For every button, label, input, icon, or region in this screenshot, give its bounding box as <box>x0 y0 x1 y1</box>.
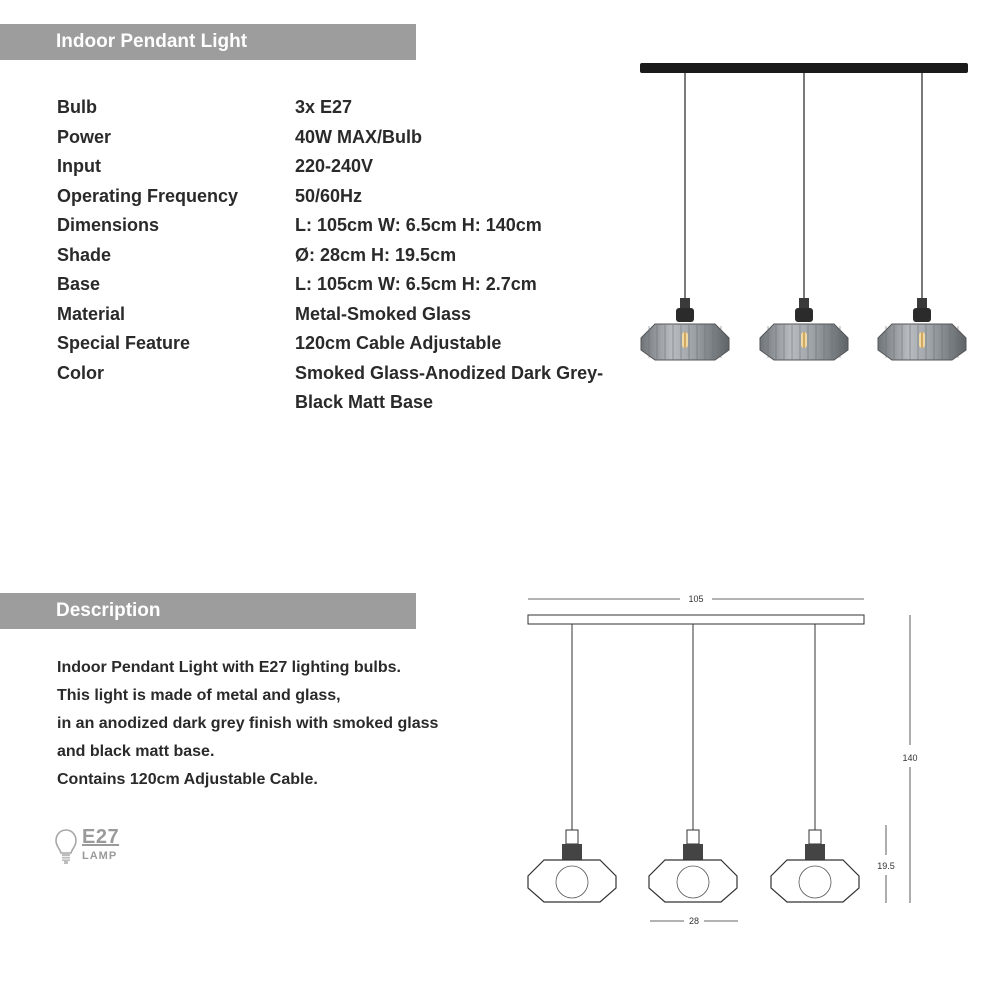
spec-row <box>57 182 637 212</box>
spec-row <box>57 241 637 271</box>
technical-drawing <box>520 585 920 945</box>
spec-label: Power <box>57 126 112 147</box>
spec-value: Metal-Smoked Glass <box>295 303 472 324</box>
specs-table <box>57 93 637 418</box>
spec-row <box>57 93 637 123</box>
spec-row <box>57 152 637 182</box>
product-photo <box>630 55 980 375</box>
spec-row <box>57 211 637 241</box>
spec-label: Color <box>57 362 104 383</box>
spec-value: 3x E27 <box>295 97 353 117</box>
drawing-base <box>528 615 864 624</box>
spec-value: 120cm Cable Adjustable <box>295 333 502 353</box>
spec-label: Special Feature <box>57 333 191 353</box>
drawing-shade <box>528 830 616 902</box>
spec-row <box>57 300 637 330</box>
specs-section-header <box>0 24 416 60</box>
drawing-shade <box>649 830 737 902</box>
spec-value: L: 105cm W: 6.5cm H: 140cm <box>295 215 542 235</box>
spec-row <box>57 329 637 359</box>
drawing-shade <box>771 830 859 902</box>
description-line: Indoor Pendant Light with E27 lighting bulbs. <box>57 659 401 676</box>
spec-value: Smoked Glass-Anodized Dark Grey- <box>295 362 604 383</box>
spec-row <box>57 123 637 153</box>
specs-section-title: Indoor Pendant Light <box>56 31 248 52</box>
bulb-icon <box>54 828 78 866</box>
spec-value: Ø: 28cm H: 19.5cm <box>295 244 457 265</box>
spec-label: Shade <box>57 244 112 265</box>
badge-label: E27 <box>82 826 120 848</box>
spec-row <box>57 270 637 300</box>
spec-row <box>57 359 637 389</box>
ceiling-base <box>640 63 968 73</box>
spec-value-continuation: Black Matt Base <box>295 392 434 412</box>
pendant-shade <box>760 298 848 360</box>
spec-label: Bulb <box>57 97 97 117</box>
pendant-shade <box>641 298 729 360</box>
description-section-title: Description <box>56 600 161 621</box>
spec-label: Material <box>57 303 126 324</box>
description-line: This light is made of metal and glass, <box>57 687 341 704</box>
badge-sublabel: LAMP <box>82 850 118 862</box>
spec-label: Input <box>57 156 101 176</box>
description-text <box>57 654 517 794</box>
dimension-height-label: 140 <box>902 753 918 763</box>
description-section-header <box>0 593 416 629</box>
pendant-shade <box>878 298 966 360</box>
spec-label: Dimensions <box>57 215 160 235</box>
spec-value: 50/60Hz <box>295 185 363 206</box>
spec-value: 40W MAX/Bulb <box>295 126 423 147</box>
spec-label: Base <box>57 274 101 294</box>
e27-lamp-badge <box>54 826 134 870</box>
description-line: Contains 120cm Adjustable Cable. <box>57 771 318 788</box>
dimension-shade-height-label: 19.5 <box>877 861 895 871</box>
description-line: in an anodized dark grey finish with smoked glass <box>57 715 439 732</box>
description-line: and black matt base. <box>57 743 215 760</box>
spec-value: L: 105cm W: 6.5cm H: 2.7cm <box>295 274 537 294</box>
spec-label: Operating Frequency <box>57 185 239 206</box>
dimension-length-label: 105 <box>688 594 704 604</box>
dimension-diameter-label: 28 <box>688 916 700 926</box>
spec-value: 220-240V <box>295 156 374 176</box>
